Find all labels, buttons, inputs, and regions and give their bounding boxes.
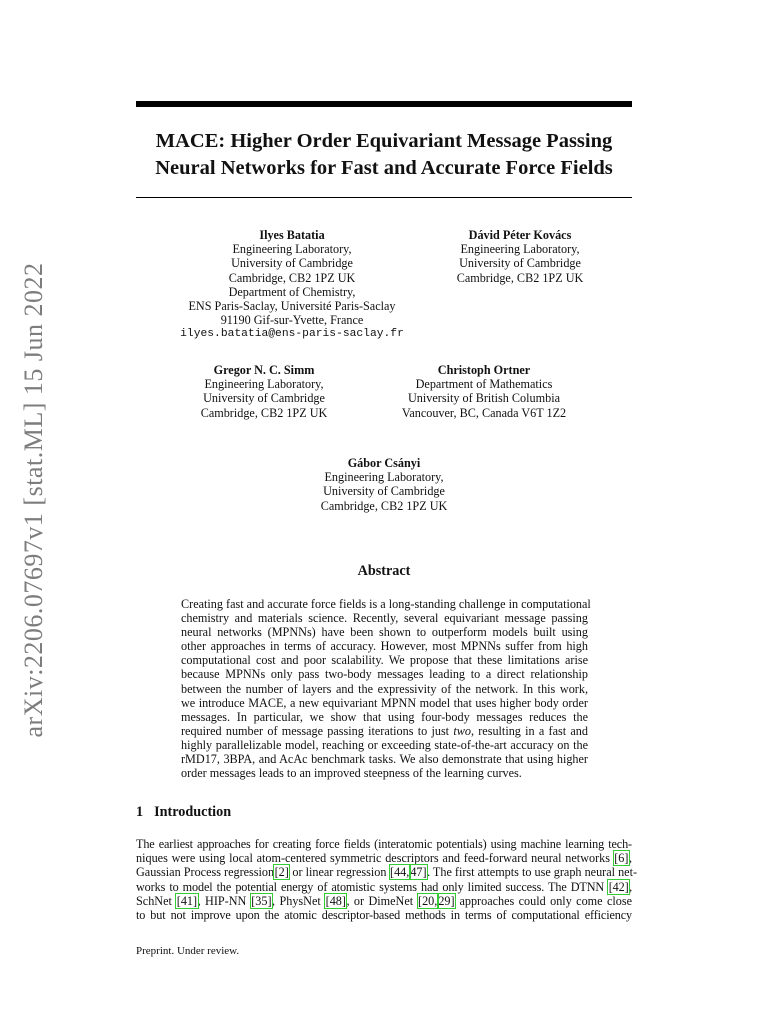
section-title: Introduction — [154, 804, 232, 820]
intro-text-span: , or DimeNet — [346, 893, 418, 908]
citation-link[interactable]: 29] — [438, 893, 455, 908]
author-block-batatia — [180, 228, 404, 342]
intro-line: to but not improve upon the atomic descriptor-based methods in terms of computational efficiency — [136, 908, 632, 923]
abstract-line — [181, 724, 588, 738]
abstract-line: messages. In particular, we show that using four-body messages reduces the — [181, 709, 588, 724]
author-name: Christoph Ortner — [437, 363, 531, 377]
intro-line: The earliest approaches for creating force fields (interatomic potentials) using machine learning tech- — [136, 837, 632, 851]
citation-link[interactable]: [35] — [251, 893, 272, 908]
intro-text-span: works to model the potential energy of atomistic systems had only limited success. The DTNN — [136, 879, 609, 894]
author-affiliation-line: University of Cambridge — [323, 484, 445, 499]
citation-link[interactable]: [2] — [274, 865, 289, 880]
section-number: 1 — [136, 804, 144, 820]
intro-text-span: niques were using local atom-centered symmetric descriptors and feed-forward neural networks — [136, 851, 614, 866]
title-top-rule — [136, 101, 632, 107]
intro-text-span: Gaussian Process regression — [136, 865, 275, 880]
title-bottom-rule — [136, 197, 632, 198]
intro-line — [136, 894, 632, 908]
author-affiliation-line: Department of Chemistry, — [228, 284, 356, 299]
abstract-line: we introduce MACE, a new equivariant MPNN model that uses higher body order — [181, 695, 588, 710]
intro-text-span: , — [628, 851, 632, 866]
intro-text-span: , HIP-NN — [197, 893, 251, 908]
author-affiliation-line: Cambridge, CB2 1PZ UK — [320, 498, 448, 513]
author-affiliation-line: University of British Columbia — [408, 391, 560, 406]
abstract-emphasis: two — [453, 723, 471, 738]
intro-text-span: or linear regression — [289, 865, 390, 880]
abstract-line: Creating fast and accurate force fields is a long-standing challenge in computational — [181, 597, 591, 611]
author-block-kovacs — [457, 228, 584, 285]
citation-link[interactable]: [41] — [176, 893, 198, 908]
paper-title-line-2: Neural Networks for Fast and Accurate Force Fields — [155, 157, 613, 179]
citation-link[interactable]: [6] — [614, 851, 629, 866]
section-heading-introduction — [136, 804, 231, 821]
author-affiliation-line: Engineering Laboratory, — [324, 470, 444, 485]
author-affiliation-line: Engineering Laboratory, — [204, 377, 324, 392]
citation-link[interactable]: [44, — [390, 865, 410, 880]
author-email-link[interactable]: ilyes.batatia@ens-paris-saclay.fr — [180, 328, 404, 341]
author-affiliation-line: 91190 Gif-sur-Yvette, France — [220, 313, 364, 328]
author-affiliation-line: Vancouver, BC, Canada V6T 1Z2 — [401, 405, 567, 420]
author-name: Ilyes Batatia — [259, 228, 325, 242]
author-affiliation-line: Department of Mathematics — [415, 377, 553, 392]
title-block — [136, 101, 632, 198]
author-name: Gábor Csányi — [347, 456, 421, 470]
introduction-body — [136, 837, 638, 923]
intro-line — [136, 851, 632, 865]
author-block-ortner — [402, 363, 566, 420]
intro-text-span: approaches could only come close — [455, 893, 632, 908]
abstract-line: chemistry and materials science. Recently, several equivariant message passing — [181, 611, 588, 626]
intro-text-span: SchNet — [136, 893, 177, 908]
preprint-footer-note: Preprint. Under review. — [136, 945, 240, 957]
intro-text-span: , PhysNet — [272, 893, 326, 908]
paper-title-line-1: MACE: Higher Order Equivariant Message Passing — [155, 130, 613, 152]
author-affiliation-line: Engineering Laboratory, — [460, 242, 580, 257]
author-affiliation-line: Cambridge, CB2 1PZ UK — [456, 270, 584, 285]
citation-link[interactable]: [20, — [418, 893, 438, 908]
author-name: Gregor N. C. Simm — [213, 363, 315, 377]
paper-title — [136, 128, 632, 182]
abstract-line: other approaches in terms of accuracy. However, most MPNNs suffer from high — [181, 639, 588, 654]
abstract-line: highly parallelizable model, reaching or exceeding state-of-the-art accuracy on the — [181, 737, 588, 752]
abstract-line: order messages leads to an improved steepness of the learning curves. — [181, 766, 522, 781]
intro-line — [136, 865, 638, 880]
intro-line — [136, 880, 632, 894]
citation-link[interactable]: 47] — [410, 865, 427, 880]
intro-text-span: , — [629, 879, 632, 894]
citation-link[interactable]: [42] — [608, 879, 629, 894]
abstract-heading: Abstract — [357, 563, 411, 579]
author-block-simm — [201, 363, 328, 420]
abstract-body — [181, 597, 591, 781]
arxiv-identifier-stamp: arXiv:2206.07697v1 [stat.ML] 15 Jun 2022 — [19, 262, 48, 738]
author-affiliation-line: ENS Paris-Saclay, Université Paris-Saclay — [188, 299, 396, 314]
author-affiliation-line: University of Cambridge — [459, 256, 581, 271]
intro-text-span: . The first attempts to use graph neural net- — [427, 865, 638, 880]
author-affiliation-line: Cambridge, CB2 1PZ UK — [228, 270, 356, 285]
abstract-line: rMD17, 3BPA, and AcAc benchmark tasks. We also demonstrate that using higher — [181, 752, 588, 767]
author-affiliation-line: Engineering Laboratory, — [232, 242, 352, 257]
abstract-line: between the number of layers and the expressivity of the network. In this work, — [181, 681, 588, 696]
abstract-line: because MPNNs only pass two-body messages leading to a direct relationship — [181, 667, 588, 682]
abstract-text-span: required number of message passing iterations to just — [181, 723, 454, 738]
abstract-line: neural networks (MPNNs) have been shown to outperform models built using — [181, 625, 588, 640]
author-affiliation-line: Cambridge, CB2 1PZ UK — [200, 405, 328, 420]
author-block-csanyi — [321, 456, 448, 513]
author-affiliation-line: University of Cambridge — [231, 256, 353, 271]
author-affiliation-line: University of Cambridge — [203, 391, 325, 406]
abstract-text-span: , resulting in a fast and — [470, 723, 588, 738]
citation-link[interactable]: [48] — [325, 893, 346, 908]
abstract-line: computational cost and poor scalability. We propose that these limitations arise — [181, 653, 588, 668]
author-name: Dávid Péter Kovács — [468, 228, 572, 242]
